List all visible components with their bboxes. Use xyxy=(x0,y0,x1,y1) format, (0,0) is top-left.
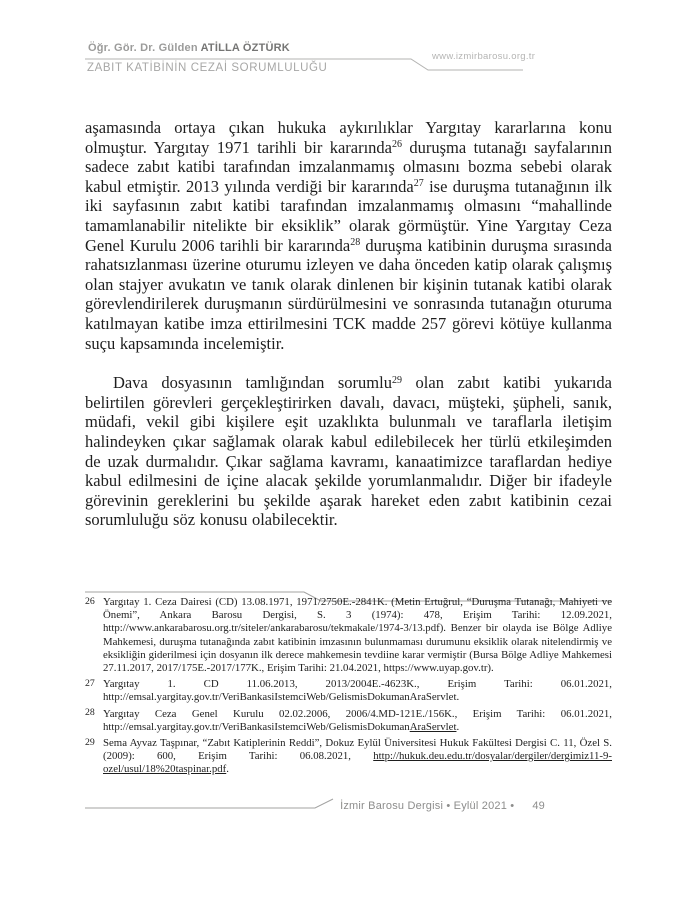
body-text-run: Dava dosyasının tamlığından sorumlu xyxy=(113,373,392,393)
page-footer xyxy=(0,800,545,812)
body-paragraph xyxy=(85,373,612,530)
footnote-text xyxy=(103,678,612,704)
footnote-link[interactable]: http://hukuk.deu.edu.tr/dosyalar/dergiler/dergimiz11-9-ozel/usul/18%20taspinar.pdf xyxy=(103,750,612,776)
footnote-text xyxy=(103,737,612,777)
footnote-number: 26 xyxy=(85,595,95,607)
body-text-run: ise duruşma tutanağının ilk iki sayfasının zabıt katibi tarafından imzalanmamış olmasını “mahallinde tamamlanabilir nitelikte bir eksiklik” olarak görmüştür. Yine Yargıtay Ceza Genel Kurulu 2006 tarihli bir kararında xyxy=(85,176,612,255)
website-url: www.izmirbarosu.org.tr xyxy=(432,51,536,62)
footnote-text-run: Yargıtay Ceza Genel Kurulu 02.02.2006, 2006/4.MD-121E./156K., Erişim Tarihi: 06.01.2021, http://emsal.yargitay.gov.tr/VeriBankasiIstemciWeb/GelismisDokuman xyxy=(103,707,612,733)
footnote-reference: 28 xyxy=(350,237,361,249)
footnote-reference: 29 xyxy=(391,374,402,386)
footnote-number: 28 xyxy=(85,707,95,719)
author-line xyxy=(88,42,290,54)
footnote-link[interactable]: AraServlet xyxy=(409,720,457,733)
body-text-run: aşamasında ortaya çıkan hukuka aykırılıklar Yargıtay kararlarına konu olmuştur. Yargıtay 1971 tarihli bir kararında xyxy=(85,118,612,157)
body-paragraph xyxy=(85,118,612,353)
footnote-text-run: Yargıtay 1. Ceza Dairesi (CD) 13.08.1971, 1971/2750E.-2841K. (Metin Ertuğrul, “Duruşma Tutanağı, Mahiyeti ve Önemi”, Ankara Barosu Dergisi, S. 3 (1974): 478, Erişim Tarihi: 12.09.2021, http://www.ankarabarosu.org.tr/siteler/ankarabarosu/tekmakale/1974-3/13.pdf). Benzer bir olayda ise Bölge Adliye Mahkemesi, duruşma tutanağında zabıt katibinin imzasının bulunmaması durumunu eksiklik olarak nitelendirmiş ve eksikliğin giderilmesi için dosyanın ilk derece mahkemesin tevdiine karar vermiştir (Bursa Bölge Adliye Mahkemesi 27.11.2017, 2017/175E.-2017/177K., Erişim Tarihi: 21.04.2021, https://www.uyap.gov.tr). xyxy=(103,596,612,675)
footnote-item xyxy=(85,596,612,675)
article-title: ZABIT KATİBİNİN CEZAİ SORUMLULUĞU xyxy=(87,62,328,74)
footer-journal-info: İzmir Barosu Dergisi • Eylül 2021 • xyxy=(340,800,515,812)
footnote-item xyxy=(85,678,612,704)
body-text-run: duruşma katibinin duruşma sırasında rahatsızlanması üzerine oturumu izleyen ve daha önceden katip olarak çalışmış olan stajyer avukatın ve tanık olarak dinlenen bir kişinin tutanak katibi olarak görevlendirilerek duruşmanın sürdürülmesini ve sonrasında tutanağın oturuma katılmayan katibe imza ettirilmesini TCK madde 257 görevi kötüye kullanma suçu kapsamında incelemiştir. xyxy=(85,235,612,353)
footnote-text-run: Sema Ayvaz Taşpınar, “Zabıt Katiplerinin Reddi”, Dokuz Eylül Üniversitesi Hukuk Fakültesi Dergisi C. 11, Özel S. (2009): 600, Erişim Tarihi: 06.08.2021, xyxy=(103,737,612,763)
article-body xyxy=(85,118,612,530)
author-name: ATİLLA ÖZTÜRK xyxy=(200,42,290,54)
page-number: 49 xyxy=(532,800,545,812)
author-title-prefix: Öğr. Gör. Dr. Gülden xyxy=(88,42,201,54)
footnote-text-run: . xyxy=(456,720,460,733)
footnote-number: 29 xyxy=(85,736,95,748)
footnote-item xyxy=(85,708,612,734)
footnote-text xyxy=(103,708,612,734)
body-text-run: duruşma tutanağı sayfalarının sadece zabıt katibi tarafından imzalanmamış olmasını bozma sebebi olarak kabul etmiştir. 2013 yılında verdiği bir kararında xyxy=(85,137,613,196)
footnote-text xyxy=(103,596,612,675)
footnote-reference: 26 xyxy=(392,139,402,151)
footnote-reference: 27 xyxy=(413,178,424,190)
footnote-number: 27 xyxy=(85,677,95,689)
footnote-text-run: Yargıtay 1. CD 11.06.2013, 2013/2004E.-4623K., Erişim Tarihi: 06.01.2021, http://emsal.yargitay.gov.tr/VeriBankasiIstemciWeb/GelismisDokumanAraServlet. xyxy=(103,678,612,704)
footnote-text-run: . xyxy=(226,763,229,776)
footnotes-section xyxy=(85,596,612,780)
body-text-run: olan zabıt katibi yukarıda belirtilen görevleri gerçekleştirirken davalı, davacı, müşteki, şüpheli, sanık, müdafi, vekil gibi kişilere eşit uzaklıkta bulunmalı ve taraflarla iletişim halindeyken çıkar sağlamak olarak kabul edilebilecek her türlü etkileşimden de uzak durmalıdır. Çıkar sağlama kavramı, kanaatimizce taraflardan hediye kabul edilmesini de içine alacak şekilde yorumlanmalıdır. Diğer bir ifadeyle görevinin gereklerini bu şekilde aşarak hareket eden zabıt katibinin cezai sorumluluğu söz konusu olabilecektir. xyxy=(85,373,612,530)
footnote-item xyxy=(85,737,612,777)
